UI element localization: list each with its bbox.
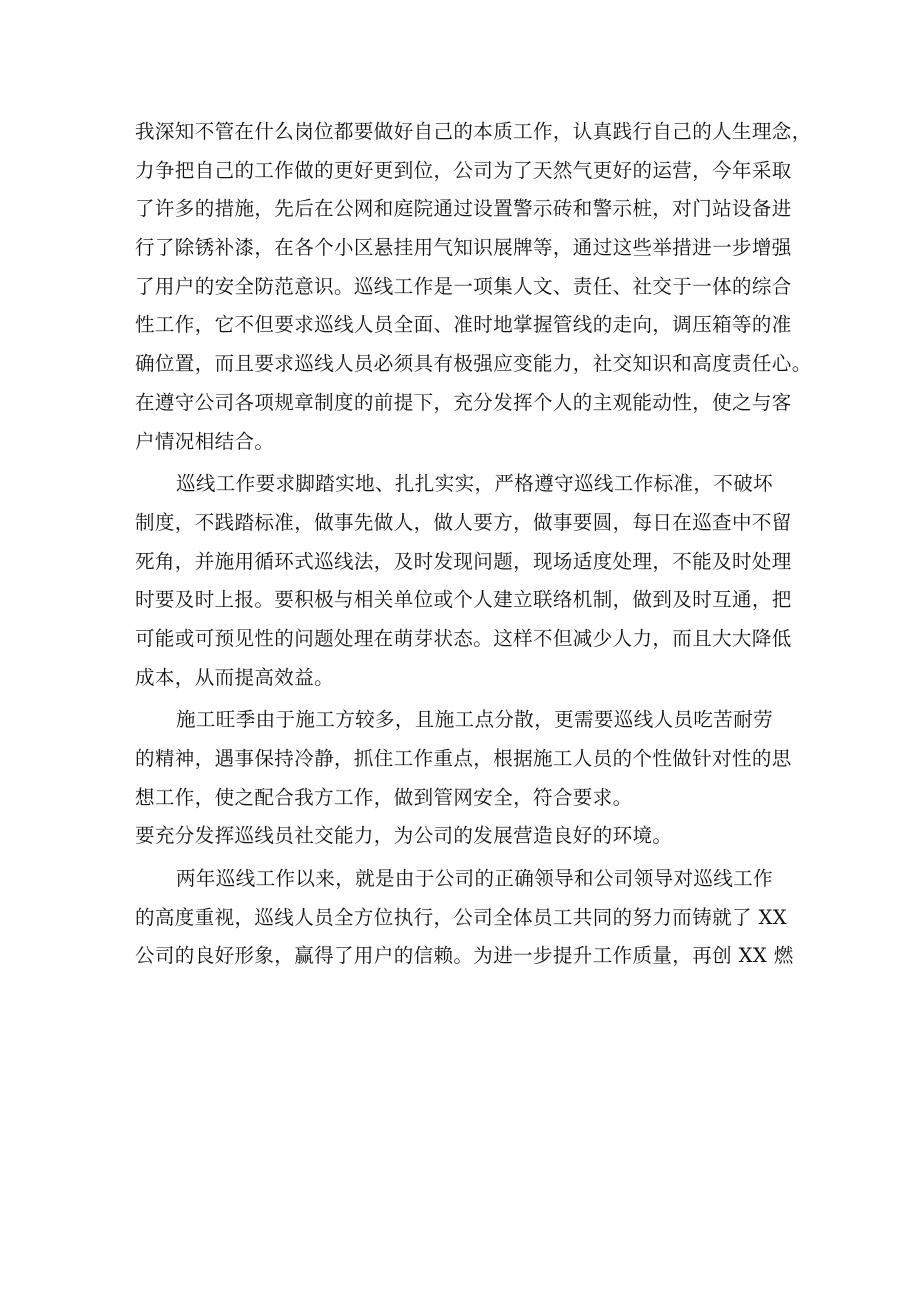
text-line: 施工旺季由于施工方较多，且施工点分散，更需要巡线人员吃苦耐劳 [176, 708, 774, 732]
text-line: 性工作，它不但要求巡线人员全面、准时地掌握管线的走向，调压箱等的准 [135, 313, 792, 337]
text-line: 我深知不管在什么岗位都要做好自己的本质工作，认真践行自己的人生理念， [135, 120, 812, 143]
text-line: 的精神，遇事保持冷静，抓住工作重点，根据施工人员的个性做针对性的思 [135, 747, 792, 770]
text-line: 确位置，而且要求巡线人员必须具有极强应变能力，社交知识和高度责任心。 [135, 352, 812, 376]
text-line: 了许多的措施，先后在公网和庭院通过设置警示砖和警示桩，对门站设备进 [135, 197, 792, 221]
document-body [135, 113, 812, 976]
text-line: 可能或可预见性的问题处理在萌芽状态。这样不但减少人力，而且大大降低 [135, 626, 792, 650]
paragraph-3 [135, 701, 805, 817]
paragraph-2 [135, 465, 805, 697]
text-line: 成本，从而提高效益。 [135, 665, 335, 689]
paragraph-5 [135, 860, 805, 976]
text-line: 时要及时上报。要积极与相关单位或个人建立联络机制，做到及时互通，把 [135, 588, 792, 612]
text-line: 要充分发挥巡线员社交能力，为公司的发展营造良好的环境。 [135, 824, 673, 848]
text-line: 两年巡线工作以来，就是由于公司的正确领导和公司领导对巡线工作 [176, 867, 774, 891]
text-line: 户情况相结合。 [135, 429, 275, 453]
text-line: 力争把自己的工作做的更好更到位，公司为了天然气更好的运营，今年采取 [135, 158, 792, 182]
paragraph-4 [135, 817, 805, 856]
text-line: 行了除锈补漆，在各个小区悬挂用气知识展牌等，通过这些举措进一步增强 [135, 236, 792, 260]
text-line: 死角，并施用循环式巡线法，及时发现问题，现场适度处理，不能及时处理 [135, 549, 792, 573]
text-line: 想工作，使之配合我方工作，做到管网安全，符合要求。 [135, 785, 633, 809]
text-line: 的高度重视，巡线人员全方位执行，公司全体员工共同的努力而铸就了 XX [135, 905, 788, 929]
text-line: 公司的良好形象，赢得了用户的信赖。为进一步提升工作质量，再创 XX 燃 [135, 944, 794, 968]
text-line: 在遵守公司各项规章制度的前提下，充分发挥个人的主观能动性，使之与客 [135, 390, 792, 414]
text-line: 巡线工作要求脚踏实地、扎扎实实，严格遵守巡线工作标准，不破坏 [176, 472, 774, 496]
text-line: 制度，不践踏标准，做事先做人，做人要方，做事要圆，每日在巡查中不留 [135, 510, 792, 534]
text-line: 了用户的安全防范意识。巡线工作是一项集人文、责任、社交于一体的综合 [135, 274, 792, 298]
paragraph-1 [135, 113, 812, 461]
